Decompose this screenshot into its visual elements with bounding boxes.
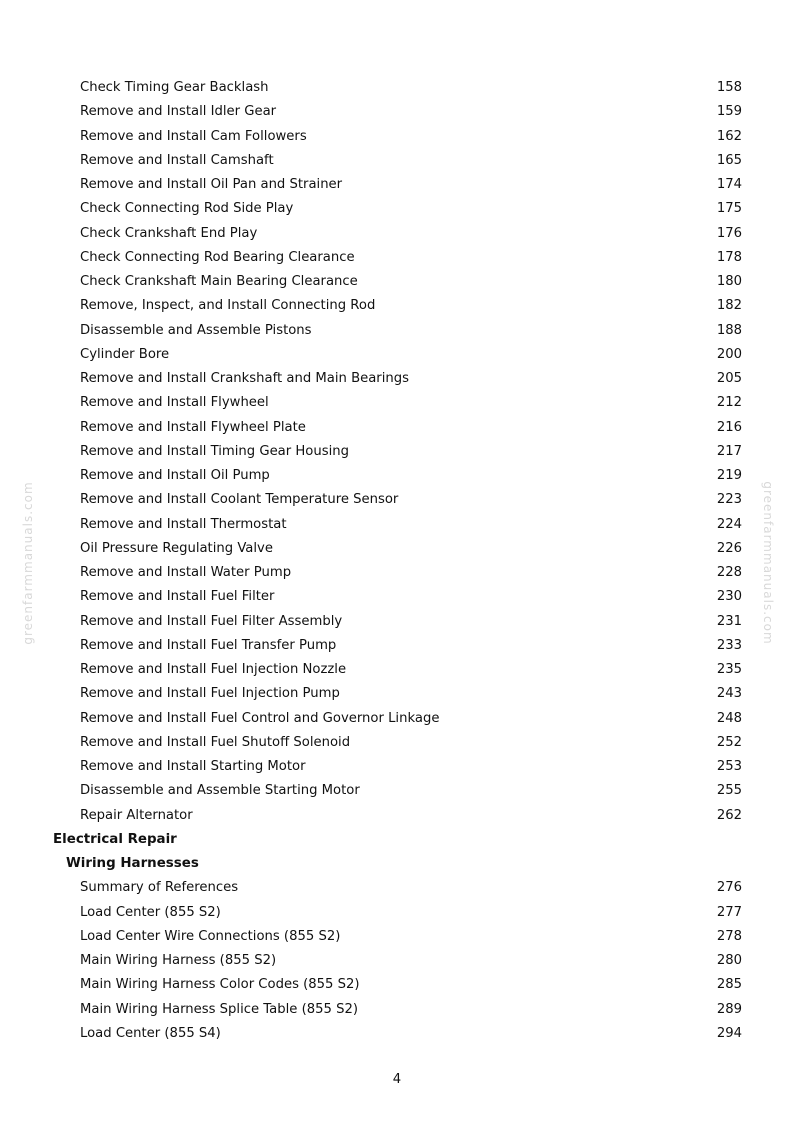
toc-entry-title: Load Center Wire Connections (855 S2) xyxy=(80,928,341,944)
toc-entry-title: Remove and Install Thermostat xyxy=(80,516,287,532)
toc-entry-page-number: 248 xyxy=(716,710,742,726)
toc-entry-page-number: 277 xyxy=(716,904,742,920)
toc-entry-page-number: 162 xyxy=(716,128,742,144)
toc-entry[interactable] xyxy=(0,610,794,634)
toc-entry-page-number: 276 xyxy=(716,880,742,896)
toc-entry[interactable] xyxy=(0,319,794,343)
toc-entry-title: Load Center (855 S4) xyxy=(80,1025,221,1041)
toc-entry-title: Remove and Install Water Pump xyxy=(80,565,292,580)
toc-entry-page-number: 216 xyxy=(716,419,742,435)
toc-entry-page-number: 280 xyxy=(716,953,742,968)
toc-entry-page-number: 294 xyxy=(716,1025,742,1041)
toc-entry[interactable] xyxy=(0,367,794,391)
toc-entry-title: Main Wiring Harness (855 S2) xyxy=(80,953,277,968)
toc-entry[interactable] xyxy=(0,222,794,246)
toc-entry-title: Remove and Install Fuel Filter Assembly xyxy=(80,613,343,629)
toc-entry[interactable] xyxy=(0,731,794,755)
toc-entry-page-number: 180 xyxy=(716,274,742,289)
toc-heading-title: Electrical Repair xyxy=(53,831,177,847)
toc-entry-title: Remove and Install Cam Followers xyxy=(80,128,307,144)
toc-entry[interactable] xyxy=(0,149,794,173)
toc-entry-title: Check Crankshaft Main Bearing Clearance xyxy=(80,274,358,289)
toc-entry[interactable] xyxy=(0,925,794,949)
toc-entry-page-number: 228 xyxy=(716,565,742,580)
toc-entry-page-number: 255 xyxy=(716,783,742,799)
toc-entry[interactable] xyxy=(0,294,794,318)
toc-entry[interactable] xyxy=(0,634,794,658)
toc-entry-title: Remove and Install Fuel Transfer Pump xyxy=(80,637,337,653)
toc-entry-title: Remove and Install Crankshaft and Main Bearings xyxy=(80,371,409,386)
toc-entry-page-number: 217 xyxy=(716,443,742,459)
toc-entry[interactable] xyxy=(0,585,794,609)
toc-entry[interactable] xyxy=(0,755,794,779)
toc-entry-title: Remove and Install Fuel Shutoff Solenoid xyxy=(80,734,351,750)
toc-entry-title: Remove and Install Fuel Injection Pump xyxy=(80,686,340,702)
toc-entry[interactable] xyxy=(0,779,794,803)
toc-entry-title: Remove and Install Oil Pump xyxy=(80,468,270,483)
toc-entry-page-number: 231 xyxy=(716,613,742,629)
toc-entry[interactable] xyxy=(0,391,794,415)
toc-entry-page-number: 235 xyxy=(716,662,742,677)
toc-entry[interactable] xyxy=(0,998,794,1022)
toc-entry-page-number: 165 xyxy=(716,152,742,168)
watermark-left: greenfarmmanuals.com xyxy=(21,481,35,645)
toc-entry[interactable] xyxy=(0,173,794,197)
toc-entry-page-number: 176 xyxy=(716,225,742,241)
toc-entry-title: Remove and Install Starting Motor xyxy=(80,759,306,774)
toc-entry-page-number: 212 xyxy=(716,395,742,411)
toc-entry-title: Main Wiring Harness Color Codes (855 S2) xyxy=(80,977,360,993)
watermark-right: greenfarmmanuals.com xyxy=(761,481,775,645)
toc-entry[interactable] xyxy=(0,416,794,440)
toc-entry-title: Remove and Install Fuel Control and Governor Linkage xyxy=(80,710,440,726)
toc-entry-title: Oil Pressure Regulating Valve xyxy=(80,540,273,556)
toc-entry-title: Remove and Install Flywheel xyxy=(80,395,269,411)
toc-entry-title: Remove and Install Fuel Filter xyxy=(80,589,275,605)
toc-entry-page-number: 205 xyxy=(716,371,742,386)
toc-entry-page-number: 230 xyxy=(716,589,742,605)
toc-entry[interactable] xyxy=(0,76,794,100)
toc-entry-title: Remove, Inspect, and Install Connecting Rod xyxy=(80,298,376,314)
toc-entry-page-number: 262 xyxy=(716,807,742,823)
toc-entry-page-number: 182 xyxy=(716,298,742,314)
toc-entry[interactable] xyxy=(0,270,794,294)
toc-entry[interactable] xyxy=(0,658,794,682)
table-of-contents xyxy=(0,76,794,1046)
toc-entry-page-number: 158 xyxy=(716,80,742,95)
toc-entry-title: Remove and Install Oil Pan and Strainer xyxy=(80,177,343,192)
toc-entry-title: Check Connecting Rod Bearing Clearance xyxy=(80,249,355,265)
toc-section-heading xyxy=(0,828,794,852)
toc-entry-page-number: 175 xyxy=(716,201,742,217)
toc-entry-page-number: 243 xyxy=(716,686,742,702)
toc-entry-page-number: 224 xyxy=(716,516,742,532)
toc-entry[interactable] xyxy=(0,561,794,585)
toc-entry-page-number: 200 xyxy=(716,346,742,362)
toc-entry-title: Disassemble and Assemble Starting Motor xyxy=(80,783,360,799)
toc-entry[interactable] xyxy=(0,537,794,561)
toc-entry[interactable] xyxy=(0,343,794,367)
toc-entry[interactable] xyxy=(0,100,794,124)
toc-entry[interactable] xyxy=(0,513,794,537)
toc-entry[interactable] xyxy=(0,901,794,925)
toc-entry-title: Check Crankshaft End Play xyxy=(80,225,258,241)
toc-entry-page-number: 253 xyxy=(716,759,742,774)
toc-entry[interactable] xyxy=(0,488,794,512)
toc-entry-title: Load Center (855 S2) xyxy=(80,904,221,920)
toc-entry-page-number: 226 xyxy=(716,540,742,556)
toc-entry-title: Summary of References xyxy=(80,880,239,896)
toc-entry-page-number: 219 xyxy=(716,468,742,483)
toc-section-heading xyxy=(0,852,794,876)
toc-entry-title: Remove and Install Idler Gear xyxy=(80,104,277,120)
toc-entry-page-number: 174 xyxy=(716,177,742,192)
toc-entry-page-number: 178 xyxy=(716,249,742,265)
toc-heading-title: Wiring Harnesses xyxy=(66,856,199,871)
toc-entry-page-number: 285 xyxy=(716,977,742,993)
toc-entry-title: Disassemble and Assemble Pistons xyxy=(80,322,312,338)
toc-entry-title: Cylinder Bore xyxy=(80,346,170,362)
toc-entry[interactable] xyxy=(0,440,794,464)
toc-entry[interactable] xyxy=(0,197,794,221)
toc-entry-title: Remove and Install Fuel Injection Nozzle xyxy=(80,662,347,677)
toc-entry-page-number: 223 xyxy=(716,492,742,508)
toc-entry-title: Check Connecting Rod Side Play xyxy=(80,201,294,217)
toc-entry-title: Remove and Install Camshaft xyxy=(80,152,274,168)
toc-entry[interactable] xyxy=(0,1022,794,1046)
toc-entry[interactable] xyxy=(0,464,794,488)
toc-entry[interactable] xyxy=(0,682,794,706)
toc-entry-title: Remove and Install Flywheel Plate xyxy=(80,419,306,435)
toc-entry[interactable] xyxy=(0,876,794,900)
toc-entry-title: Repair Alternator xyxy=(80,807,193,823)
toc-entry-page-number: 252 xyxy=(716,734,742,750)
toc-entry[interactable] xyxy=(0,707,794,731)
toc-entry[interactable] xyxy=(0,973,794,997)
toc-entry-title: Main Wiring Harness Splice Table (855 S2) xyxy=(80,1001,359,1017)
toc-entry[interactable] xyxy=(0,246,794,270)
toc-entry-page-number: 159 xyxy=(716,104,742,120)
toc-entry-page-number: 188 xyxy=(716,322,742,338)
toc-entry-page-number: 278 xyxy=(716,928,742,944)
toc-entry-title: Remove and Install Coolant Temperature Sensor xyxy=(80,492,399,508)
toc-entry[interactable] xyxy=(0,949,794,973)
toc-entry-page-number: 289 xyxy=(716,1001,742,1017)
toc-entry-page-number: 233 xyxy=(716,637,742,653)
toc-entry[interactable] xyxy=(0,125,794,149)
page-number: 4 xyxy=(392,1072,402,1087)
toc-entry[interactable] xyxy=(0,804,794,828)
toc-entry-title: Remove and Install Timing Gear Housing xyxy=(80,443,349,459)
toc-entry-title: Check Timing Gear Backlash xyxy=(80,80,269,95)
